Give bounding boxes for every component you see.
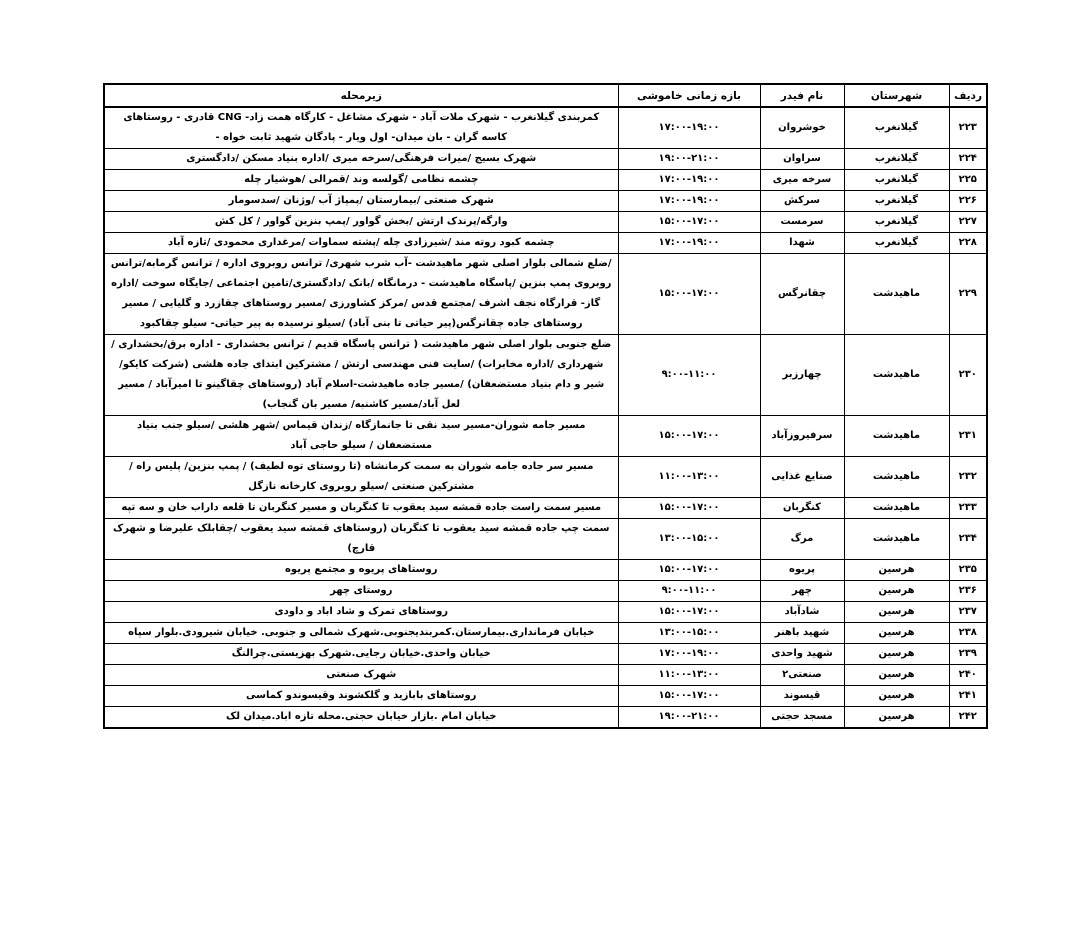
- time-range: ۱۹:۰۰-۲۱:۰۰: [658, 153, 720, 164]
- time-cell: [618, 707, 760, 729]
- feeder-cell: سرکش: [760, 191, 844, 212]
- time-range: ۱۳:۰۰-۱۵:۰۰: [658, 627, 720, 638]
- table-row: [104, 191, 987, 212]
- time-range: ۱۵:۰۰-۱۷:۰۰: [658, 690, 720, 701]
- subneighborhood-cell: شهرک صنعتی /بیمارستان /پمپاژ آب /وژنان /سدسومار: [104, 191, 618, 212]
- county-cell: گیلانغرب: [844, 149, 949, 170]
- county-cell: هرسین: [844, 623, 949, 644]
- table-row: [104, 686, 987, 707]
- table-row: [104, 416, 987, 457]
- subneighborhood-cell: شهرک بسیج /میرات فرهنگی/سرخه میری /اداره بنیاد مسکن /دادگستری: [104, 149, 618, 170]
- time-cell: [618, 457, 760, 498]
- county-cell: هرسین: [844, 707, 949, 729]
- time-range: ۱۷:۰۰-۱۹:۰۰: [658, 122, 720, 133]
- time-cell: [618, 212, 760, 233]
- row-number-cell: ۲۳۸: [949, 623, 987, 644]
- feeder-cell: مسجد حجتی: [760, 707, 844, 729]
- row-number-cell: ۲۲۶: [949, 191, 987, 212]
- time-cell: [618, 519, 760, 560]
- table-row: [104, 335, 987, 416]
- table-row: [104, 623, 987, 644]
- subneighborhood-cell: چشمه کبود روته مند /شیرزادی چله /پشته سماوات /مرغداری محمودی /تازه آباد: [104, 233, 618, 254]
- row-number-cell: ۲۲۷: [949, 212, 987, 233]
- subneighborhood-cell: روستاهای بابازید و گلکشوند وقیسوندو کماسی: [104, 686, 618, 707]
- county-cell: هرسین: [844, 644, 949, 665]
- time-range: ۱۳:۰۰-۱۵:۰۰: [658, 533, 720, 544]
- county-cell: ماهیدشت: [844, 335, 949, 416]
- time-cell: [618, 498, 760, 519]
- time-cell: [618, 149, 760, 170]
- county-cell: گیلانغرب: [844, 191, 949, 212]
- row-number-cell: ۲۲۵: [949, 170, 987, 191]
- county-cell: هرسین: [844, 686, 949, 707]
- table-header: [104, 84, 987, 107]
- row-number-cell: ۲۲۴: [949, 149, 987, 170]
- time-cell: [618, 560, 760, 581]
- time-range: ۱۵:۰۰-۱۷:۰۰: [658, 288, 720, 299]
- feeder-cell: قیسوند: [760, 686, 844, 707]
- feeder-cell: پریوه: [760, 560, 844, 581]
- subneighborhood-cell: مسیر جامه شوران-مسیر سید نقی تا جانمازگاه /زندان قیماس /شهر هلشی /سیلو جنب بنیاد مستضعفان / سیلو حاجی آباد: [104, 416, 618, 457]
- time-range: ۱۷:۰۰-۱۹:۰۰: [658, 174, 720, 185]
- table-row: [104, 581, 987, 602]
- time-cell: [618, 107, 760, 149]
- table-row: [104, 602, 987, 623]
- county-cell: گیلانغرب: [844, 233, 949, 254]
- feeder-cell: شهید باهنر: [760, 623, 844, 644]
- feeder-cell: خوشروان: [760, 107, 844, 149]
- time-range: ۱۷:۰۰-۱۹:۰۰: [658, 237, 720, 248]
- row-number-cell: ۲۳۶: [949, 581, 987, 602]
- feeder-cell: چقانرگس: [760, 254, 844, 335]
- time-cell: [618, 623, 760, 644]
- header-subneighborhood: زیرمحله: [104, 84, 618, 107]
- time-cell: [618, 644, 760, 665]
- subneighborhood-cell: خیابان امام .بازار خیابان حجتی.محله تازه اباد.میدان لک: [104, 707, 618, 729]
- table-row: [104, 212, 987, 233]
- county-cell: ماهیدشت: [844, 498, 949, 519]
- time-cell: [618, 335, 760, 416]
- subneighborhood-cell: خیابان فرمانداری.بیمارستان.کمربندیجنوبی.شهرک شمالی و جنوبی. خیابان شیرودی.بلوار سپاه: [104, 623, 618, 644]
- time-cell: [618, 602, 760, 623]
- time-cell: [618, 233, 760, 254]
- header-outage-time: بازه زمانی خاموشی: [618, 84, 760, 107]
- time-range: ۹:۰۰-۱۱:۰۰: [661, 369, 717, 380]
- subneighborhood-cell: خیابان واحدی.خیابان رجایی.شهرک بهزیستی.چرالنگ: [104, 644, 618, 665]
- feeder-cell: چهارزبر: [760, 335, 844, 416]
- row-number-cell: ۲۳۰: [949, 335, 987, 416]
- subneighborhood-cell: مسیر سمت راست جاده قمشه سید یعقوب تا کنگربان و مسیر کنگربان تا قلعه داراب خان و سه تپه: [104, 498, 618, 519]
- header-row: [104, 84, 987, 107]
- row-number-cell: ۲۲۹: [949, 254, 987, 335]
- time-cell: [618, 254, 760, 335]
- row-number-cell: ۲۴۱: [949, 686, 987, 707]
- time-range: ۱۷:۰۰-۱۹:۰۰: [658, 648, 720, 659]
- header-feeder: نام فیدر: [760, 84, 844, 107]
- county-cell: ماهیدشت: [844, 457, 949, 498]
- subneighborhood-cell: کمربندی گیلانغرب - شهرک ملات آباد - شهرک مشاغل - کارگاه همت زاد- CNG قادری - روستاهای کاسه گران - بان میدان- اول ویار - پادگان شهید ثابت خواه -: [104, 107, 618, 149]
- time-cell: [618, 581, 760, 602]
- time-range: ۱۱:۰۰-۱۳:۰۰: [658, 471, 720, 482]
- row-number-cell: ۲۳۵: [949, 560, 987, 581]
- time-range: ۱۱:۰۰-۱۳:۰۰: [658, 669, 720, 680]
- county-cell: هرسین: [844, 602, 949, 623]
- feeder-cell: شهید واحدی: [760, 644, 844, 665]
- power-outage-schedule-table: [103, 83, 988, 729]
- table-row: [104, 254, 987, 335]
- subneighborhood-cell: شهرک صنعتی: [104, 665, 618, 686]
- feeder-cell: چهر: [760, 581, 844, 602]
- table-row: [104, 457, 987, 498]
- row-number-cell: ۲۳۴: [949, 519, 987, 560]
- feeder-cell: سرخه میری: [760, 170, 844, 191]
- county-cell: هرسین: [844, 581, 949, 602]
- table-row: [104, 665, 987, 686]
- county-cell: ماهیدشت: [844, 254, 949, 335]
- time-range: ۱۷:۰۰-۱۹:۰۰: [658, 195, 720, 206]
- subneighborhood-cell: مسیر سر جاده جامه شوران به سمت کرمانشاه (تا روستای توه لطیف) / پمپ بنزین/ پلیس راه /مشترکین صنعتی /سیلو روبروی کارخانه نازگل: [104, 457, 618, 498]
- time-cell: [618, 686, 760, 707]
- row-number-cell: ۲۳۲: [949, 457, 987, 498]
- table-row: [104, 644, 987, 665]
- time-range: ۱۵:۰۰-۱۷:۰۰: [658, 430, 720, 441]
- subneighborhood-cell: چشمه نظامی /گولسه وند /قمرالی /هوشیار چله: [104, 170, 618, 191]
- time-range: ۱۵:۰۰-۱۷:۰۰: [658, 216, 720, 227]
- time-range: ۱۵:۰۰-۱۷:۰۰: [658, 606, 720, 617]
- subneighborhood-cell: روستاهای پریوه و مجتمع پریوه: [104, 560, 618, 581]
- row-number-cell: ۲۴۲: [949, 707, 987, 729]
- feeder-cell: شهدا: [760, 233, 844, 254]
- table-row: [104, 107, 987, 149]
- county-cell: گیلانغرب: [844, 170, 949, 191]
- time-cell: [618, 416, 760, 457]
- feeder-cell: صنعتی۲: [760, 665, 844, 686]
- time-cell: [618, 170, 760, 191]
- county-cell: گیلانغرب: [844, 107, 949, 149]
- county-cell: ماهیدشت: [844, 416, 949, 457]
- row-number-cell: ۲۳۳: [949, 498, 987, 519]
- table-row: [104, 560, 987, 581]
- row-number-cell: ۲۲۳: [949, 107, 987, 149]
- time-range: ۱۵:۰۰-۱۷:۰۰: [658, 564, 720, 575]
- feeder-cell: سرمست: [760, 212, 844, 233]
- table-body: [104, 107, 987, 728]
- subneighborhood-cell: وارگه/پرندک ارتش /بخش گواور /پمپ بنزین گواور / کل کش: [104, 212, 618, 233]
- table-row: [104, 519, 987, 560]
- row-number-cell: ۲۳۷: [949, 602, 987, 623]
- time-range: ۱۹:۰۰-۲۱:۰۰: [658, 711, 720, 722]
- row-number-cell: ۲۳۹: [949, 644, 987, 665]
- table-row: [104, 170, 987, 191]
- time-range: ۱۵:۰۰-۱۷:۰۰: [658, 502, 720, 513]
- time-cell: [618, 191, 760, 212]
- subneighborhood-cell: روستاهای تمرک و شاد اباد و داودی: [104, 602, 618, 623]
- subneighborhood-cell: /ضلع شمالی بلوار اصلی شهر ماهیدشت -آب شرب شهری/ ترانس روبروی اداره / ترانس گرمابه/ترانس روبروی پمپ بنزین /پاسگاه ماهیدشت - درمانگاه /بانک /دادگستری/تامین اجتماعی /جایگاه سوخت /اداره گاز- قرارگاه نجف اشرف /مجتمع قدس /مرکز کشاورزی /مسیر روستاهای چقازرد و گلیایی / مسیر روستاهای جاده چقانرگس(پیر حیاتی تا بنی آباد) /سیلو نرسیده به پیر حیاتی- سیلو چقاکبود: [104, 254, 618, 335]
- feeder-cell: کنگربان: [760, 498, 844, 519]
- feeder-cell: صنایع غذایی: [760, 457, 844, 498]
- table-row: [104, 498, 987, 519]
- feeder-cell: سراوان: [760, 149, 844, 170]
- row-number-cell: ۲۳۱: [949, 416, 987, 457]
- county-cell: هرسین: [844, 560, 949, 581]
- header-row-number: ردیف: [949, 84, 987, 107]
- table-row: [104, 707, 987, 729]
- time-cell: [618, 665, 760, 686]
- subneighborhood-cell: سمت چپ جاده قمشه سید یعقوب تا کنگربان (روستاهای قمشه سید یعقوب /چقابلک علیرضا و شهرک قارچ): [104, 519, 618, 560]
- subneighborhood-cell: روستای چهر: [104, 581, 618, 602]
- county-cell: ماهیدشت: [844, 519, 949, 560]
- county-cell: گیلانغرب: [844, 212, 949, 233]
- feeder-cell: سرفیروزآباد: [760, 416, 844, 457]
- feeder-cell: مرگ: [760, 519, 844, 560]
- subneighborhood-cell: ضلع جنوبی بلوار اصلی شهر ماهیدشت ( ترانس پاسگاه قدیم / ترانس بخشداری - اداره برق/بخشداری /شهرداری /اداره مخابرات) /سایت فنی مهندسی ارتش / مشترکین ابتدای جاده هلشی (شرکت کایکو/ شیر و دام بنیاد مستضعفان) /مسیر جاده ماهیدشت-اسلام آباد (روستاهای چقاگینو تا امیرآباد / مسیر لعل آباد/مسیر کاشنبه/ مسیر بان گنجاب): [104, 335, 618, 416]
- row-number-cell: ۲۲۸: [949, 233, 987, 254]
- county-cell: هرسین: [844, 665, 949, 686]
- time-range: ۹:۰۰-۱۱:۰۰: [661, 585, 717, 596]
- table-row: [104, 233, 987, 254]
- header-county: شهرستان: [844, 84, 949, 107]
- table-row: [104, 149, 987, 170]
- row-number-cell: ۲۴۰: [949, 665, 987, 686]
- feeder-cell: شادآباد: [760, 602, 844, 623]
